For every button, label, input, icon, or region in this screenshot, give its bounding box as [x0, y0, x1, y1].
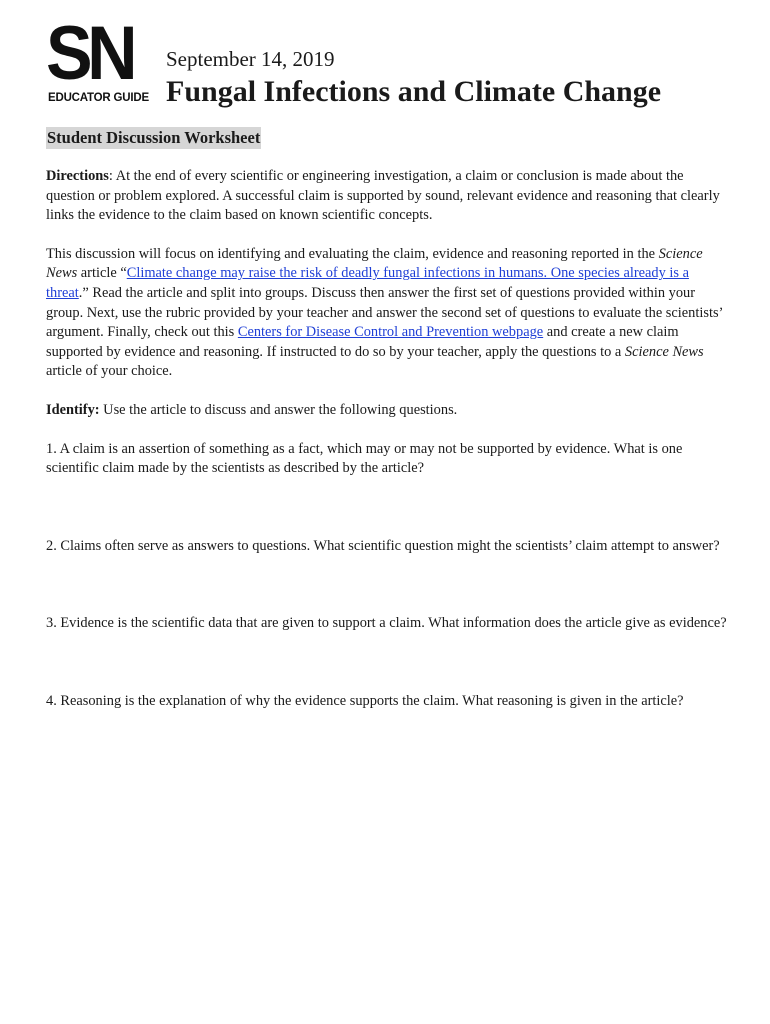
article-link[interactable]: Climate change may raise the risk of deadly fungal infections in humans. One species already is a threat	[46, 265, 689, 301]
cdc-webpage-link[interactable]: Centers for Disease Control and Prevention webpage	[237, 324, 544, 341]
publication-name: Science News	[624, 343, 704, 360]
discussion-text-2: article “	[77, 265, 127, 282]
logo-subtitle: EDUCATOR GUIDE	[48, 92, 149, 104]
publication-name: Science News	[46, 245, 703, 282]
question-3: 3. Evidence is the scientific data that are given to support a claim. What information does the article give as evidence?	[46, 615, 727, 632]
discussion-text-1: This discussion will focus on identifying and evaluating the claim, evidence and reasoning reported in the	[46, 245, 659, 262]
question-4: 4. Reasoning is the explanation of why the evidence supports the claim. What reasoning is given in the article?	[46, 692, 684, 709]
logo-letters: SN	[46, 11, 133, 96]
identify-paragraph	[46, 401, 730, 421]
directions-label: Directions	[46, 168, 109, 184]
page-title: Fungal Infections and Climate Change	[166, 75, 662, 108]
discussion-text-4: and create a new claim supported by evidence and reasoning. If instructed to do so by your teacher, apply the questions to a	[46, 324, 679, 360]
worksheet-heading: Student Discussion Worksheet	[47, 128, 261, 147]
discussion-paragraph	[46, 245, 730, 382]
discussion-text-5: article of your choice.	[46, 363, 173, 380]
directions-paragraph	[46, 167, 730, 226]
header-date: September 14, 2019	[166, 47, 335, 71]
directions-text: : At the end of every scientific or engineering investigation, a claim or conclusion is made about the question or problem explored. A successful claim is supported by sound, relevant evidence and reasoning that clearly links the evidence to the claim based on known scientific concepts.	[46, 168, 720, 224]
identify-text: Use the article to discuss and answer the following questions.	[99, 401, 458, 418]
identify-label: Identify:	[46, 401, 100, 418]
answer-space-3	[46, 634, 730, 692]
discussion-text-3: .” Read the article and split into groups. Discuss then answer the first set of questions provided within your group. Next, use the rubric provided by your teacher and answer the second set of questions to evaluate the scientists’ argument. Finally, check out this	[46, 284, 723, 341]
question-1: 1. A claim is an assertion of something as a fact, which may or may not be supported by evidence. What is one scientific claim made by the scientists as described by the article?	[46, 440, 683, 477]
worksheet-content	[46, 127, 730, 712]
question-2: 2. Claims often serve as answers to questions. What scientific question might the scientists’ claim attempt to answer?	[46, 537, 720, 554]
sn-educator-guide-logo	[46, 11, 154, 110]
answer-space-1	[46, 479, 730, 537]
answer-space-2	[46, 556, 730, 614]
